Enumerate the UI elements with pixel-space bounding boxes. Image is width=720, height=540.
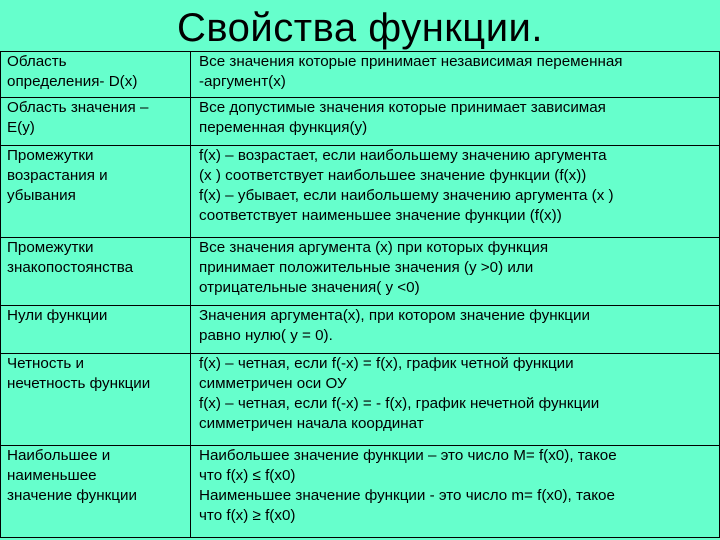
description-line: Все значения которые принимает независимая переменная xyxy=(199,53,623,70)
description-line: симметричен начала координат xyxy=(199,415,424,432)
description-line: равно нулю( y = 0). xyxy=(199,327,333,344)
description-line: соответствует наименьшее значение функции (f(x)) xyxy=(199,207,562,224)
description-line: f(x) – убывает, если наибольшему значению аргумента (x ) xyxy=(199,187,614,204)
property-line: значение функции xyxy=(7,487,137,504)
property-line: Область xyxy=(7,53,67,70)
property-line: возрастания и xyxy=(7,167,108,184)
property-line: E(y) xyxy=(7,119,35,136)
description-line: -аргумент(x) xyxy=(199,73,286,90)
table-row xyxy=(1,238,720,306)
description-line: Все значения аргумента (x) при которых функция xyxy=(199,239,549,256)
table-row xyxy=(1,446,720,538)
table-row xyxy=(1,52,720,98)
property-line: определения- D(x) xyxy=(7,73,138,90)
property-line: Промежутки xyxy=(7,147,94,164)
property-cell xyxy=(1,52,191,98)
property-line: Нули функции xyxy=(7,307,108,324)
property-line: наименьшее xyxy=(7,467,97,484)
description-line: Наименьшее значение функции - это число m= f(x0), такое xyxy=(199,487,615,504)
description-cell xyxy=(191,238,720,306)
description-cell xyxy=(191,98,720,146)
property-line: знакопостоянства xyxy=(7,259,134,276)
property-line: Промежутки xyxy=(7,239,94,256)
description-line: Значения аргумента(x), при котором значение функции xyxy=(199,307,590,324)
property-cell xyxy=(1,446,191,538)
property-cell xyxy=(1,306,191,354)
description-cell xyxy=(191,446,720,538)
description-line: Все допустимые значения которые принимает зависимая xyxy=(199,99,606,116)
table-row xyxy=(1,146,720,238)
function-properties-table xyxy=(0,51,720,538)
table-row xyxy=(1,306,720,354)
description-cell xyxy=(191,52,720,98)
description-line: (x ) соответствует наибольшее значение функции (f(x)) xyxy=(199,167,587,184)
property-line: убывания xyxy=(7,187,76,204)
description-line: f(x) – возрастает, если наибольшему значению аргумента xyxy=(199,147,607,164)
table-row xyxy=(1,354,720,446)
property-line: Четность и xyxy=(7,355,85,372)
property-cell xyxy=(1,98,191,146)
description-line: что f(x) ≥ f(x0) xyxy=(199,507,296,524)
description-line: симметричен оси ОУ xyxy=(199,375,347,392)
description-line: принимает положительные значения (y >0) или xyxy=(199,259,534,276)
description-line: Наибольшее значение функции – это число M= f(x0), такое xyxy=(199,447,617,464)
property-cell xyxy=(1,354,191,446)
property-line: Наибольшее и xyxy=(7,447,111,464)
property-line: нечетность функции xyxy=(7,375,151,392)
property-line: Область значения – xyxy=(7,99,149,116)
slide-title: Свойства функции. xyxy=(176,6,544,50)
property-cell xyxy=(1,238,191,306)
description-line: отрицательные значения( y <0) xyxy=(199,279,420,296)
property-cell xyxy=(1,146,191,238)
description-line: что f(x) ≤ f(x0) xyxy=(199,467,296,484)
description-line: переменная функция(y) xyxy=(199,119,368,136)
description-line: f(x) – четная, если f(-x) = - f(x), график нечетной функции xyxy=(199,395,600,412)
description-cell xyxy=(191,306,720,354)
description-cell xyxy=(191,146,720,238)
description-line: f(x) – четная, если f(-x) = f(x), график четной функции xyxy=(199,355,574,372)
table-row xyxy=(1,98,720,146)
description-cell xyxy=(191,354,720,446)
